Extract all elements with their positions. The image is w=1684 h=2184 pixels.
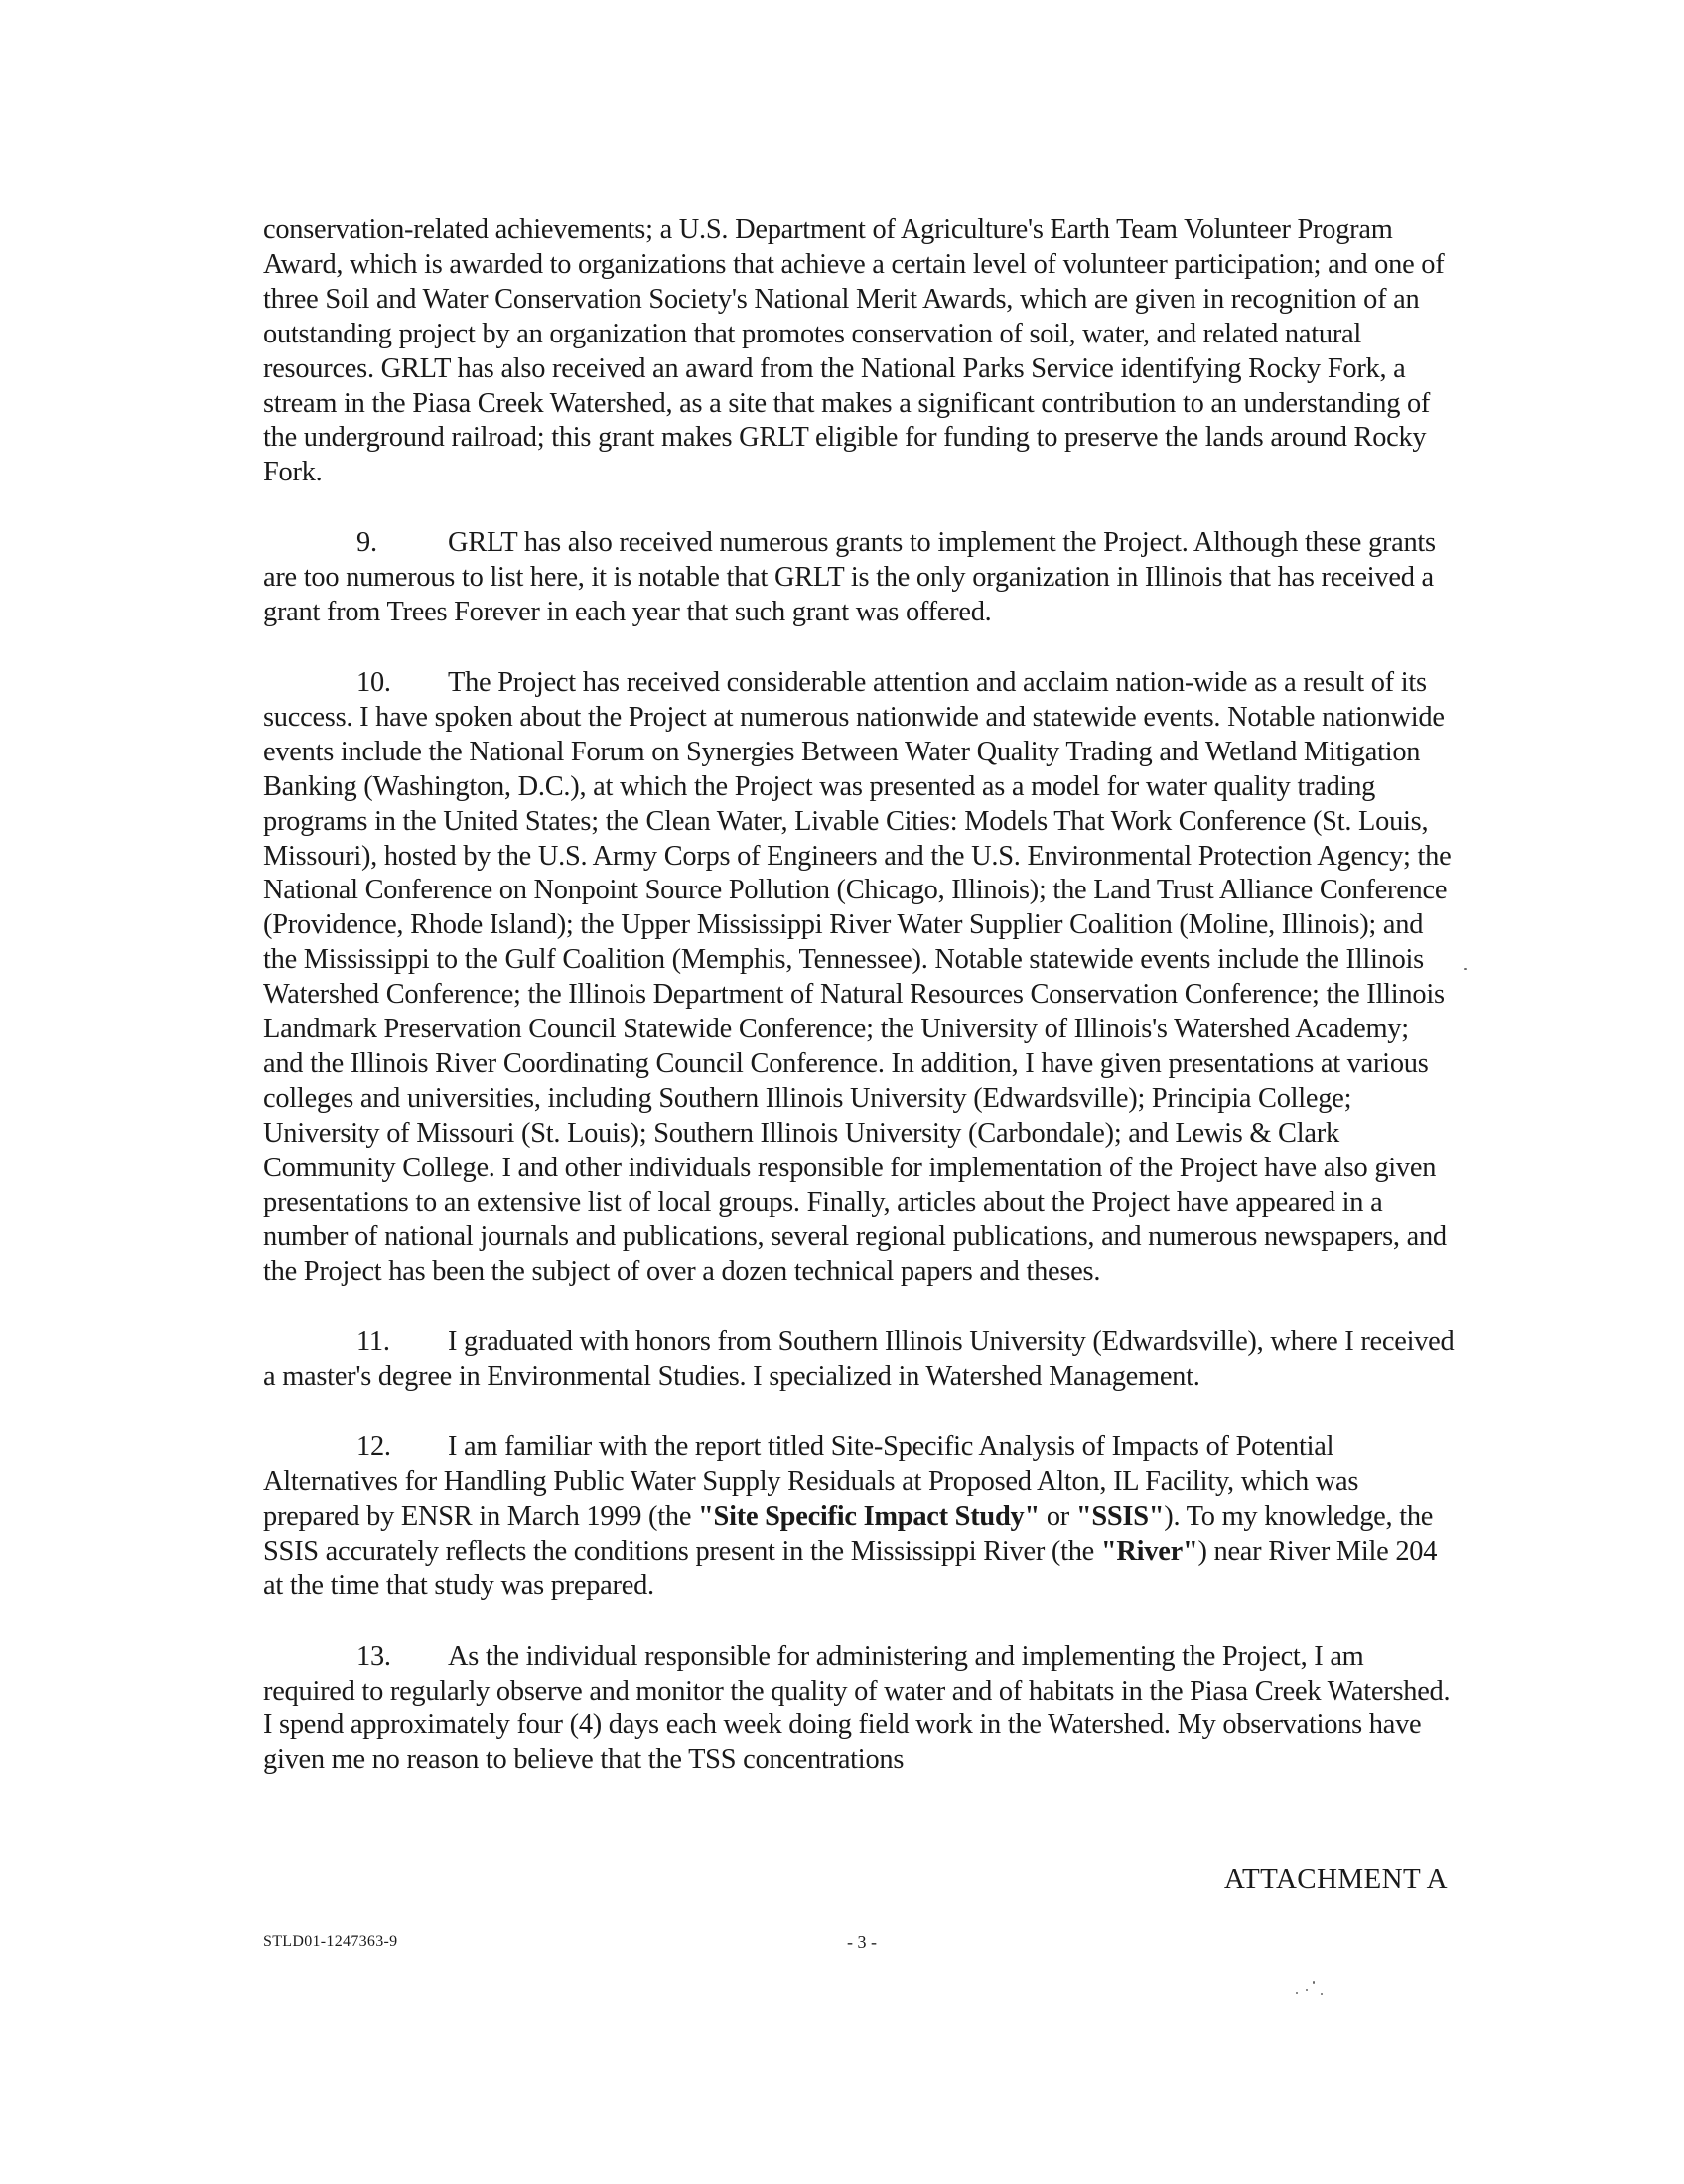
defined-term-river: "River" — [1100, 1535, 1198, 1567]
paragraph-number: 12. — [356, 1432, 391, 1463]
document-id: STLD01-1247363-9 — [263, 1933, 398, 1950]
paragraph-text: I graduated with honors from Southern Illinois University (Edwardsville), where I received a master's degree in Environmental Studies. I specialized in Watershed Management. — [263, 1326, 1455, 1393]
paragraph-text: conservation-related achievements; a U.S. Department of Agriculture's Earth Team Volunteer Program Award, which is awarded to organizations that achieve a certain level of volunteer participation; and one of three Soil and Water Conservation Society's National Merit Awards, which are given in recognition of an outstanding project by an organization that promotes conservation of soil, water, and related natural resources. GRLT has also received an award from the National Parks Service identifying Rocky Fork, a stream in the Piasa Creek Watershed, as a site that makes a significant contribution to an understanding of the underground railroad; this grant makes GRLT eligible for funding to preserve the lands around Rocky Fork. — [263, 214, 1445, 488]
scan-speck — [1464, 968, 1467, 970]
page-number: - 3 - — [847, 1932, 877, 1952]
paragraph-13 — [263, 1640, 1455, 1779]
paragraph-text: The Project has received considerable attention and acclaim nation-wide as a result of its success. I have spoken about the Project at numerous nationwide and statewide events. Notable nationwide events include the National Forum on Synergies Between Water Quality Trading and Wetland Mitigation Banking (Washington, D.C.), at which the Project was presented as a model for water quality trading programs in the United States; the Clean Water, Livable Cities: Models That Work Conference (St. Louis, Missouri), hosted by the U.S. Army Corps of Engineers and the U.S. Environmental Protection Agency; the National Conference on Nonpoint Source Pollution (Chicago, Illinois); the Land Trust Alliance Conference (Providence, Rhode Island); the Upper Mississippi River Water Supplier Coalition (Moline, Illinois); and the Mississippi to the Gulf Coalition (Memphis, Tennessee). Notable statewide events include the Illinois Watershed Conference; the Illinois Department of Natural Resources Conservation Conference; the Illinois Landmark Preservation Council Statewide Conference; the University of Illinois's Watershed Academy; and the Illinois River Coordinating Council Conference. In addition, I have given presentations at various colleges and universities, including Southern Illinois University (Edwardsville); Principia College; University of Missouri (St. Louis); Southern Illinois University (Carbondale); and Lewis & Clark Community College. I and other individuals responsible for implementation of the Project have also given presentations to an extensive list of local groups. Finally, articles about the Project have appeared in a number of national journals and publications, several regional publications, and numerous newspapers, and the Project has been the subject of over a dozen technical papers and theses. — [263, 666, 1452, 1288]
defined-term-ssis: "SSIS" — [1075, 1500, 1165, 1532]
paragraph-text: As the individual responsible for administering and implementing the Project, I am required to regularly observe and monitor the quality of water and of habitats in the Piasa Creek Watershed. I spend approximately four (4) days each week doing field work in the Watershed. My observations have given me no reason to believe that the TSS concentrations — [263, 1640, 1451, 1776]
body-text — [263, 213, 1455, 1814]
defined-term-site-specific-impact-study: "Site Specific Impact Study" — [698, 1500, 1040, 1532]
paragraph-12 — [263, 1431, 1455, 1604]
paragraph-number: 9. — [356, 527, 377, 559]
paragraph-9 — [263, 526, 1455, 630]
scan-speck — [1313, 1981, 1315, 1984]
paragraph-number: 13. — [356, 1640, 391, 1672]
paragraph-number: 10. — [356, 666, 391, 698]
paragraph-text: or — [1039, 1500, 1076, 1532]
paragraph-text: I am familiar with the report titled Site-Specific Analysis of Impacts of Potential Alternatives for Handling Public Water Supply Residuals at Proposed Alton, IL Facility, which was prepared by ENSR in March 1999 (the — [263, 1432, 1359, 1532]
scan-speck — [1306, 1989, 1308, 1991]
paragraph-11 — [263, 1325, 1455, 1395]
paragraph-10 — [263, 666, 1455, 1290]
paragraph-text: ). To my knowledge, the SSIS accurately reflects the conditions present in the Mississippi River (the — [263, 1500, 1434, 1567]
paragraph-text: GRLT has also received numerous grants to implement the Project. Although these grants are too numerous to list here, it is notable that GRLT is the only organization in Illinois that has received a grant from Trees Forever in each year that such grant was offered. — [263, 527, 1436, 628]
paragraph-continuation — [263, 213, 1455, 490]
scan-speck — [1296, 1992, 1298, 1994]
paragraph-text: ) near River Mile 204 at the time that study was prepared. — [263, 1535, 1438, 1601]
scan-speck — [1321, 1993, 1323, 1995]
attachment-label: ATTACHMENT A — [1223, 1863, 1448, 1895]
paragraph-number: 11. — [356, 1326, 390, 1358]
